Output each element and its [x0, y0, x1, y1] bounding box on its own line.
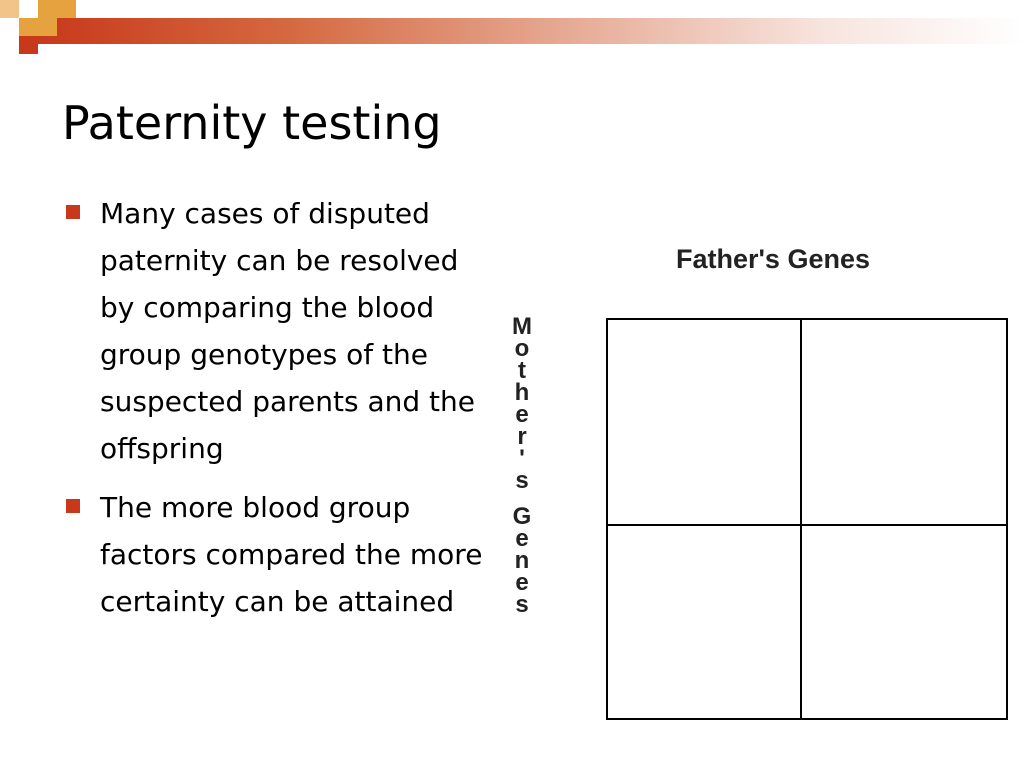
bullet-item	[62, 190, 492, 472]
decor-square	[0, 0, 19, 18]
header-decoration	[0, 0, 1024, 60]
punnett-cell	[608, 526, 802, 718]
punnett-cell	[608, 320, 802, 526]
decor-square	[38, 18, 57, 36]
label-char: '	[519, 445, 525, 472]
decor-square	[57, 0, 76, 18]
label-char: e	[515, 401, 529, 428]
slide-title: Paternity testing	[62, 96, 442, 150]
bullet-text: The more blood group factors compared the more certainty can be attained	[100, 491, 483, 618]
label-char: e	[515, 569, 529, 596]
label-char: s	[515, 591, 529, 618]
label-char: M	[512, 313, 532, 340]
decor-square	[19, 18, 38, 36]
label-char: e	[515, 525, 529, 552]
header-gradient-bar	[38, 18, 1024, 44]
label-char: n	[514, 547, 530, 574]
square-bullet-icon	[66, 205, 80, 219]
punnett-cell	[802, 526, 1006, 718]
mothers-genes-label	[506, 313, 538, 618]
label-char: s	[515, 467, 529, 494]
decor-square	[19, 36, 38, 54]
label-char: r	[517, 423, 527, 450]
label-char: G	[512, 503, 532, 530]
bullet-item	[62, 484, 492, 625]
punnett-square	[606, 318, 1008, 720]
decor-square	[38, 0, 57, 18]
punnett-cell	[802, 320, 1006, 526]
square-bullet-icon	[66, 499, 80, 513]
label-char: o	[514, 335, 530, 362]
bullet-text: Many cases of disputed paternity can be resolved by comparing the blood group genotypes of the suspected parents and the offspring	[100, 197, 475, 465]
fathers-genes-label: Father's Genes	[676, 244, 870, 274]
label-char: h	[514, 379, 530, 406]
label-char: t	[518, 357, 526, 384]
bullet-list	[62, 190, 492, 637]
